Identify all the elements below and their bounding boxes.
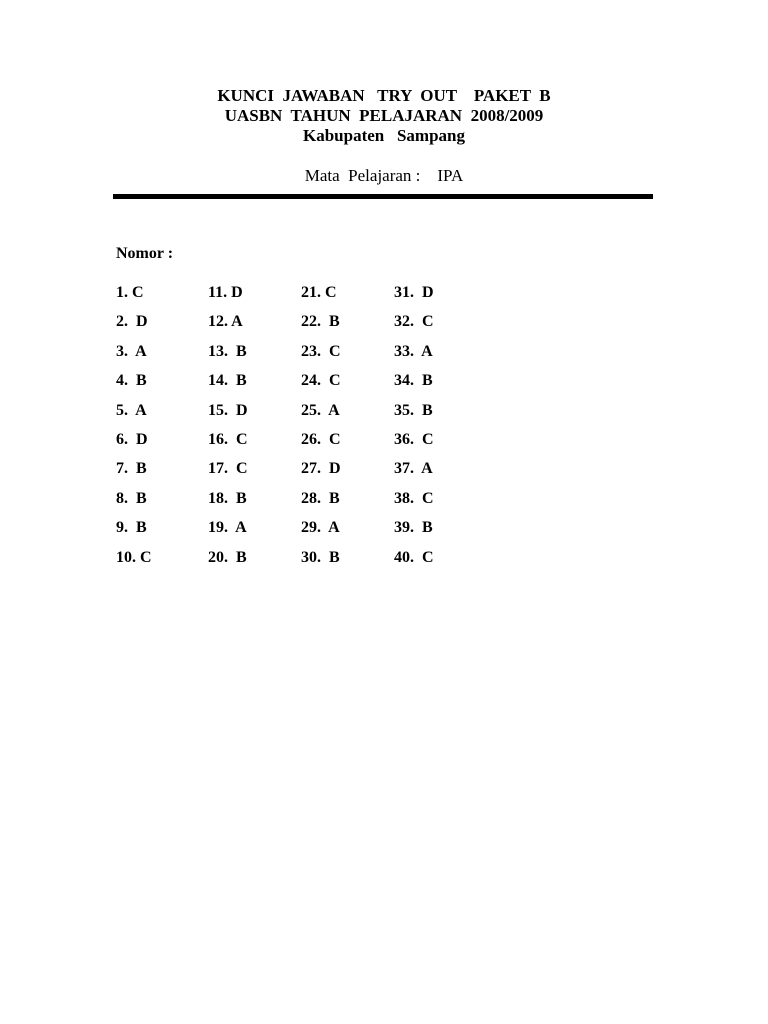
answer-item: 22. B (301, 313, 340, 331)
answer-item: 39. B (394, 519, 433, 537)
header-exam-year: UASBN TAHUN PELAJARAN 2008/2009 (224, 106, 544, 125)
answer-item: 29. A (301, 519, 340, 537)
answer-item: 16. C (208, 430, 248, 448)
answer-item: 23. C (301, 342, 341, 360)
answer-item: 20. B (208, 548, 247, 566)
answer-item: 11. D (208, 284, 243, 301)
answer-item: 36. C (394, 430, 434, 448)
answer-column-4 (394, 283, 484, 577)
document-header (0, 86, 768, 146)
answer-item: 12. A (208, 313, 243, 331)
answer-item: 18. B (208, 489, 247, 507)
answer-item: 4. B (116, 372, 147, 390)
answer-column-1 (116, 283, 206, 577)
answer-column-2 (208, 283, 298, 577)
answer-item: 24. C (301, 372, 341, 390)
answer-item: 27. D (301, 460, 341, 478)
subject-line: Mata Pelajaran : IPA (304, 166, 464, 185)
answer-item: 14. B (208, 372, 247, 390)
header-region: Kabupaten Sampang (302, 126, 466, 145)
header-divider (113, 194, 653, 199)
answer-item: 2. D (116, 313, 148, 331)
answer-item: 13. B (208, 342, 247, 360)
answer-item: 3. A (116, 342, 147, 360)
answer-item: 26. C (301, 430, 341, 448)
answer-item: 21. C (301, 284, 337, 301)
answer-item: 1. C (116, 284, 144, 301)
answer-item: 8. B (116, 489, 147, 507)
nomor-label: Nomor : (116, 245, 174, 262)
answer-item: 15. D (208, 401, 248, 419)
answer-item: 38. C (394, 489, 434, 507)
answer-item: 32. C (394, 313, 434, 331)
answer-item: 35. B (394, 401, 433, 419)
answer-item: 9. B (116, 519, 147, 537)
answer-item: 31. D (394, 284, 434, 301)
answer-item: 19. A (208, 519, 247, 537)
answer-column-3 (301, 283, 391, 577)
answer-item: 6. D (116, 430, 148, 448)
answer-item: 37. A (394, 460, 433, 478)
answer-item: 10. C (116, 548, 152, 566)
answer-item: 30. B (301, 548, 340, 566)
answer-item: 25. A (301, 401, 340, 419)
answer-item: 7. B (116, 460, 147, 478)
answer-item: 33. A (394, 342, 433, 360)
answer-item: 17. C (208, 460, 248, 478)
answer-item: 28. B (301, 489, 340, 507)
answer-item: 34. B (394, 372, 433, 390)
answer-item: 5. A (116, 401, 147, 419)
header-title: KUNCI JAWABAN TRY OUT PAKET B (217, 86, 551, 105)
answer-item: 40. C (394, 548, 434, 566)
